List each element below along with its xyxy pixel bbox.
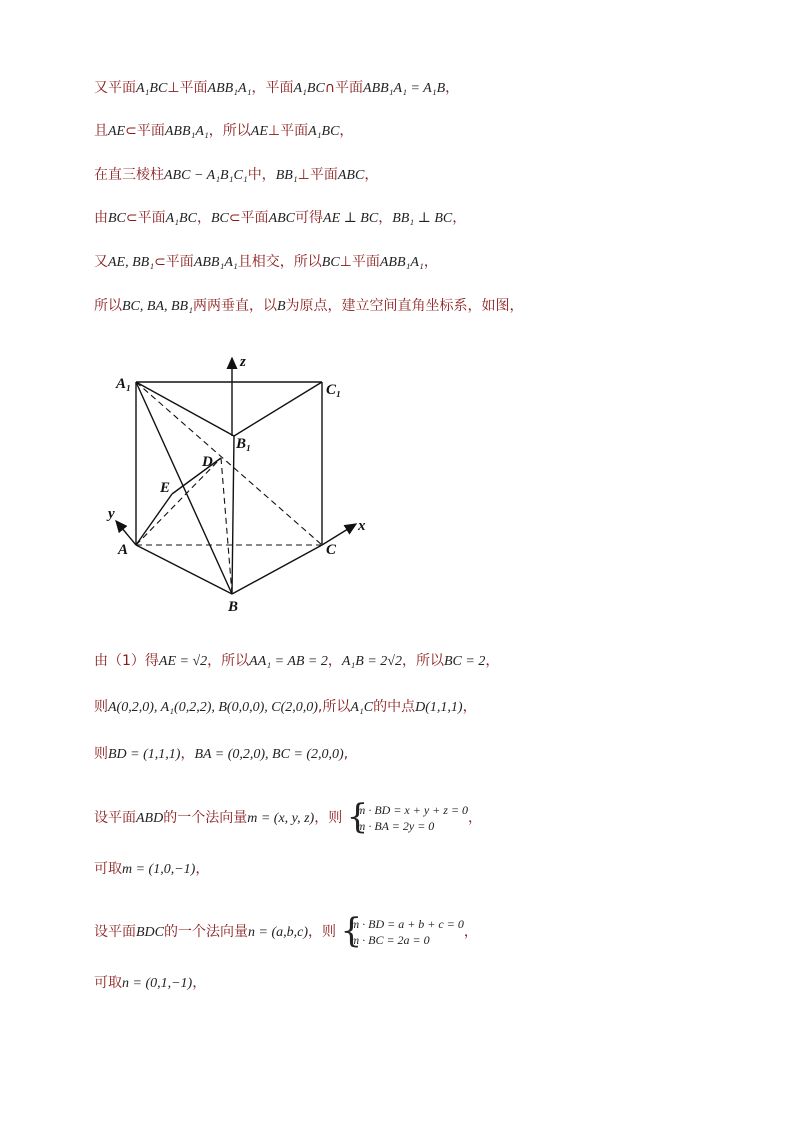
label-A1: A₁: [116, 376, 132, 392]
text: 的一个法向量: [164, 924, 248, 940]
text: ⊥平面: [297, 167, 338, 183]
text: 由: [94, 210, 108, 226]
line-1: [94, 78, 459, 99]
text: ⊥平面: [339, 254, 380, 270]
edge-A1-B: [136, 382, 232, 594]
label-D: D: [202, 454, 213, 470]
line-3: [94, 165, 378, 186]
equation: m · BD = x + y + z = 0: [356, 803, 469, 817]
text: ，: [462, 699, 477, 715]
text: ，: [195, 861, 210, 877]
line-5: [94, 252, 438, 273]
math: A₁C: [350, 700, 374, 715]
label-B1: B₁: [236, 436, 252, 452]
brace-icon: {: [346, 797, 369, 837]
text: 的中点: [373, 699, 416, 715]
text: 两两垂直，以: [192, 298, 277, 314]
text: ，: [364, 167, 379, 183]
math: BC: [210, 211, 229, 226]
math: AA₁ = AB = 2: [249, 654, 328, 669]
text: ⊥平面: [267, 123, 309, 139]
math: BC, BA, BB₁: [122, 299, 193, 314]
text: 的一个法向量: [163, 810, 248, 826]
segment-E-D: [172, 458, 221, 494]
text: ，: [192, 975, 207, 991]
math: n = (0,1,−1): [122, 976, 193, 991]
label-C: C: [326, 542, 337, 558]
label-z: z: [240, 354, 246, 370]
text: ，则: [314, 810, 343, 826]
line-11: [94, 859, 209, 880]
text: ，: [468, 810, 483, 826]
text: ⊂平面: [154, 254, 194, 270]
math: BB₁: [275, 168, 298, 183]
text: ，: [423, 254, 438, 270]
text: ，: [327, 653, 342, 669]
label-y: y: [108, 506, 115, 522]
line-4: [94, 208, 466, 229]
math: AE, BB₁: [108, 255, 155, 270]
line-12: [94, 911, 478, 951]
math: ABC − A₁B₁C₁: [164, 168, 248, 183]
label-x: x: [358, 518, 366, 534]
text: ，平面: [251, 80, 294, 96]
edge-A1-B1: [136, 382, 234, 436]
equation: m · BA = 2y = 0: [356, 819, 435, 833]
text: ，: [485, 653, 500, 669]
text: ，: [180, 746, 195, 762]
text: ，: [445, 80, 460, 96]
math: A₁B = 2√2: [341, 654, 402, 669]
brace-icon: {: [340, 911, 363, 951]
line-13: [94, 973, 206, 994]
text: 可取: [94, 975, 122, 991]
edge-B-C: [232, 545, 322, 594]
math: BC: [108, 211, 126, 226]
segment-A-E: [136, 494, 172, 545]
edge-A-B: [136, 545, 232, 594]
equation: m · BC = 2a = 0: [350, 933, 430, 947]
math: ABC: [337, 168, 365, 183]
line-7: [94, 651, 499, 672]
text: ⊥平面: [167, 80, 208, 96]
text: 则: [94, 699, 108, 715]
dashed-A1-C: [136, 382, 322, 545]
text: ∩平面: [324, 80, 364, 96]
text: 又平面: [94, 80, 136, 96]
text: ，: [463, 924, 478, 940]
text: 所以: [94, 298, 122, 314]
label-A: A: [118, 542, 129, 558]
text: ，: [378, 210, 393, 226]
math: ABC: [268, 211, 296, 226]
text: ⊂平面: [228, 210, 269, 226]
math: BA = (0,2,0), BC = (2,0,0): [194, 747, 344, 762]
label-E: E: [160, 480, 171, 496]
text: 在直三棱柱: [94, 167, 164, 183]
text: 又: [94, 254, 108, 270]
math: ABB₁A₁: [193, 255, 238, 270]
math: BC: [321, 255, 340, 270]
text: ⊂平面: [125, 123, 165, 139]
text: 可取: [94, 861, 122, 877]
text: 由（1）得: [94, 653, 159, 669]
text: ，则: [308, 924, 336, 940]
math: ABB₁A₁: [164, 124, 209, 139]
text: ，: [452, 210, 467, 226]
math: m = (1,0,−1): [122, 862, 196, 877]
text: ，所以: [401, 653, 444, 669]
math: A₁BC: [293, 81, 325, 96]
label-B: B: [228, 599, 239, 615]
text: 中，: [247, 167, 276, 183]
math: BDC: [136, 925, 164, 940]
text: ，所以: [208, 123, 251, 139]
text: ⊂平面: [125, 210, 166, 226]
text: ，: [339, 123, 354, 139]
math: BD = (1,1,1): [108, 747, 181, 762]
math: B: [276, 299, 286, 314]
prism-figure: [100, 346, 400, 616]
line-9: [94, 744, 348, 765]
math: ABB₁A₁: [207, 81, 252, 96]
text: ，所以: [207, 653, 250, 669]
dashed-A-D: [136, 458, 221, 545]
text: 且相交，所以: [237, 254, 322, 270]
text: 设平面: [94, 810, 136, 826]
math: ABB₁A₁: [379, 255, 424, 270]
text: 设平面: [94, 924, 136, 940]
text: 且: [94, 123, 108, 139]
text: 为原点，建立空间直角坐标系，如图，: [285, 298, 524, 314]
math: AE: [108, 124, 126, 139]
math: n = (a,b,c): [248, 925, 308, 940]
equation: m · BD = a + b + c = 0: [350, 917, 464, 931]
label-C1: C₁: [326, 382, 342, 398]
edge-B-B1: [232, 436, 234, 594]
math: AE: [250, 124, 268, 139]
edge-B1-C1: [234, 382, 322, 436]
math: A₁BC: [165, 211, 197, 226]
math: AE ⊥ BC: [323, 211, 379, 226]
math: ABD: [136, 811, 164, 826]
math: A₁BC: [136, 81, 168, 96]
math: A(0,2,0), A₁(0,2,2), B(0,0,0), C(2,0,0): [108, 700, 318, 715]
text: ,: [343, 746, 349, 762]
math: m = (x, y, z): [247, 811, 315, 826]
math: A₁BC: [308, 124, 340, 139]
line-8: [94, 697, 477, 718]
equation-system: [340, 911, 464, 951]
math: D(1,1,1): [415, 700, 463, 715]
math: AE = √2: [158, 654, 208, 669]
line-6: [94, 296, 524, 317]
text: ,所以: [317, 699, 351, 715]
equation-system: [346, 797, 469, 837]
math: BB₁ ⊥ BC: [392, 211, 453, 226]
text: 则: [94, 746, 108, 762]
math: ABB₁A₁ = A₁B: [363, 81, 446, 96]
math: BC = 2: [443, 654, 486, 669]
line-10: [94, 797, 483, 837]
text: 可得: [295, 210, 324, 226]
line-2: [94, 121, 353, 142]
text: ，: [196, 210, 211, 226]
